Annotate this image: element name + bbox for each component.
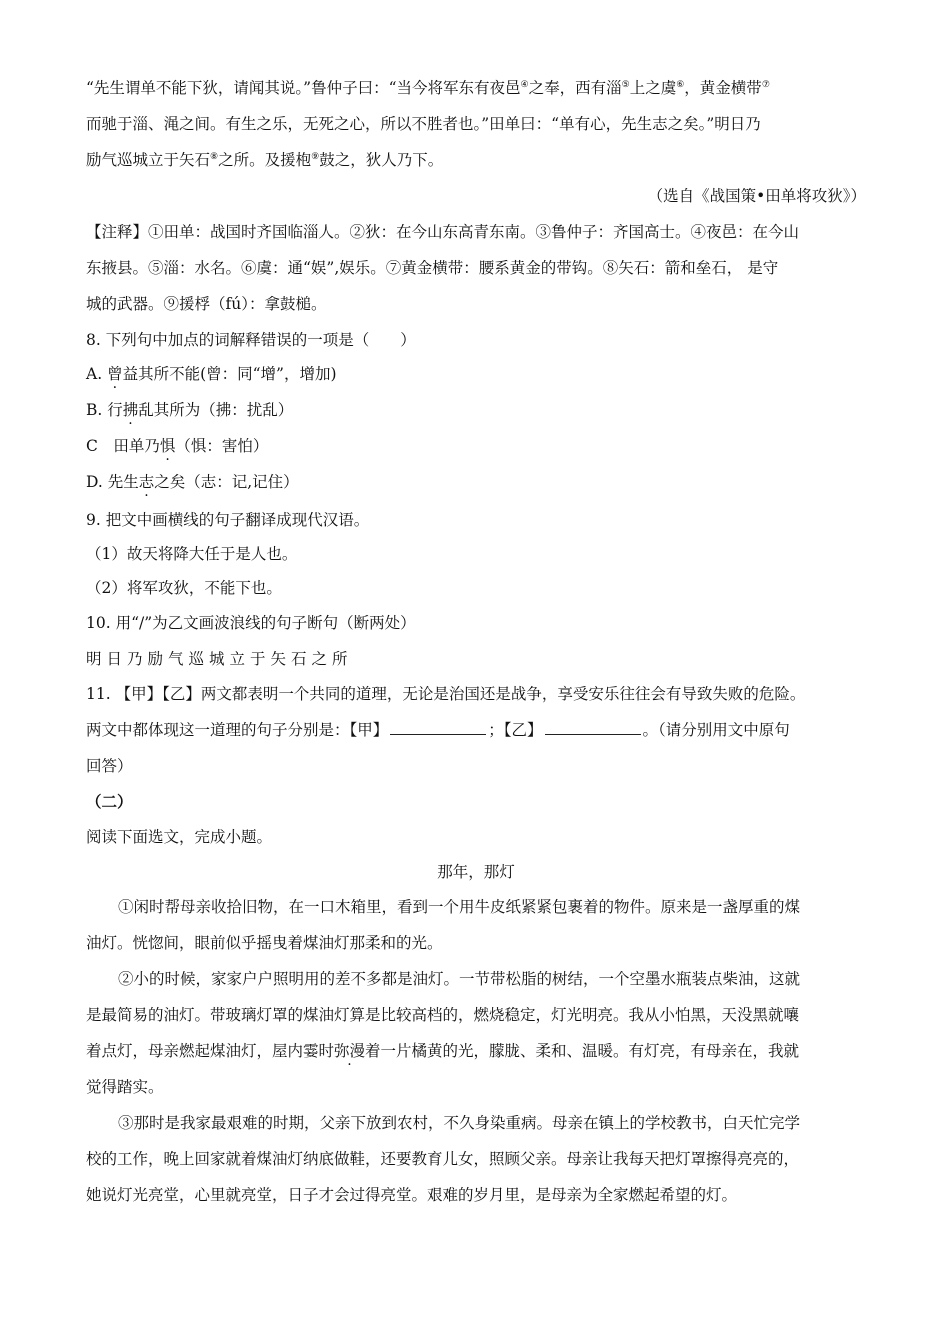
paragraph-3-line-1: ③那时是我家最艰难的时期，父亲下放到农村，不久身染重病。母亲在镇上的学校教书，白天忙完学 bbox=[118, 1114, 801, 1132]
paragraph-2-line-4: 觉得踏实。 bbox=[86, 1078, 164, 1096]
section-heading: （二） bbox=[86, 792, 133, 811]
option-a[interactable] bbox=[86, 362, 337, 386]
footnote-marker: ⑧ bbox=[210, 151, 219, 162]
option-text: 益其所不能(曾：同“增”，增加) bbox=[122, 365, 337, 383]
option-text: 之矣（志：记,记住） bbox=[154, 473, 299, 491]
dotted-word: 惧 bbox=[159, 437, 176, 455]
passage-line-1 bbox=[86, 76, 770, 100]
question-10-sentence: 明日乃励气巡城立于矢石之所 bbox=[86, 650, 353, 668]
paragraph-2-line-3 bbox=[86, 1039, 799, 1063]
option-text: （惧：害怕） bbox=[175, 437, 269, 455]
question-text: 两文中都体现这一道理的句子分别是：【甲】 bbox=[86, 721, 389, 739]
passage-text: 上之虞 bbox=[629, 79, 677, 97]
dotted-word: 曾 bbox=[107, 365, 123, 383]
footnote-marker: ⑤ bbox=[621, 79, 630, 90]
footnote-marker: ⑦ bbox=[761, 79, 770, 90]
passage-text: 励气巡城立于矢石 bbox=[86, 151, 211, 169]
question-text: 。（请分别用文中原句 bbox=[642, 721, 790, 739]
option-label: D. 先生 bbox=[86, 473, 139, 491]
passage-text: “先生谓单不能下狄，请闻其说。”鲁仲子曰：“当今将军东有夜邑 bbox=[86, 79, 521, 97]
passage-text: 之所。及援枹 bbox=[218, 151, 312, 169]
dotted-word: 弥漫 bbox=[334, 1042, 366, 1060]
paragraph-1-line-2: 油灯。恍惚间，眼前似乎摇曳着煤油灯那柔和的光。 bbox=[86, 934, 443, 952]
option-d[interactable] bbox=[86, 470, 299, 494]
answer-blank-jia[interactable] bbox=[390, 720, 486, 735]
dotted-word: 拂 bbox=[122, 401, 139, 419]
answer-blank-yi[interactable] bbox=[545, 720, 641, 735]
passage-text: 之奉，西有淄 bbox=[528, 79, 622, 97]
question-8: 8. 下列句中加点的词解释错误的一项是（ ） bbox=[86, 331, 416, 349]
option-text: 乱其所为（拂：扰乱） bbox=[138, 401, 294, 419]
dotted-word: 志 bbox=[138, 473, 155, 491]
option-label: B. 行 bbox=[86, 401, 123, 419]
question-9-1: （1）故天将降大任于是人也。 bbox=[86, 545, 298, 563]
footnote-marker: ④ bbox=[520, 79, 529, 90]
question-11-line-3: 回答） bbox=[86, 757, 133, 775]
option-b[interactable] bbox=[86, 398, 293, 422]
question-9: 9. 把文中画横线的句子翻译成现代汉语。 bbox=[86, 511, 370, 529]
paragraph-3-line-3: 她说灯光亮堂，心里就亮堂，日子才会过得亮堂。艰难的岁月里，是母亲为全家燃起希望的灯。 bbox=[86, 1186, 738, 1204]
question-11-line-1: 11. 【甲】【乙】两文都表明一个共同的道理，无论是治国还是战争，享受安乐往往会有导致失败的危险。 bbox=[86, 685, 806, 703]
section-instruction: 阅读下面选文，完成小题。 bbox=[86, 828, 273, 846]
notes-line-2: 东掖县。⑤淄：水名。⑥虞：通“娱”,娱乐。⑦黄金横带：腰系黄金的带钩。⑧矢石：箭和垒石， 是守 bbox=[86, 259, 779, 277]
option-c[interactable] bbox=[86, 434, 268, 458]
source-citation: （选自《战国策•田单将攻狄》） bbox=[647, 187, 866, 205]
question-11-line-2 bbox=[86, 718, 790, 742]
paragraph-text: 着一片橘黄的光，朦胧、柔和、温暖。有灯亮，有母亲在，我就 bbox=[365, 1042, 800, 1060]
passage-line-2: 而驰于淄、渑之间。有生之乐，无死之心，所以不胜者也。”田单曰：“单有心，先生志之矣。”明日乃 bbox=[86, 115, 761, 133]
question-text: ；【乙】 bbox=[488, 721, 543, 739]
passage-text: 鼓之，狄人乃下。 bbox=[319, 151, 444, 169]
paragraph-text: 着点灯，母亲燃起煤油灯，屋内霎时 bbox=[86, 1042, 335, 1060]
paragraph-2-line-1: ②小的时候，家家户户照明用的差不多都是油灯。一节带松脂的树结，一个空墨水瓶装点柴油，这就 bbox=[118, 970, 801, 988]
question-9-2: （2）将军攻狄，不能下也。 bbox=[86, 579, 282, 597]
option-label: C 田单乃 bbox=[86, 437, 160, 455]
question-10: 10. 用“/”为乙文画波浪线的句子断句（断两处） bbox=[86, 614, 416, 632]
paragraph-1-line-1: ①闲时帮母亲收拾旧物，在一口木箱里，看到一个用牛皮纸紧紧包裹着的物件。原来是一盏厚重的煤 bbox=[118, 898, 801, 916]
paragraph-3-line-2: 校的工作，晚上回家就着煤油灯纳底做鞋，还要教育儿女，照顾父亲。母亲让我每天把灯罩擦得亮亮的， bbox=[86, 1150, 800, 1168]
article-title: 那年，那灯 bbox=[437, 863, 515, 881]
passage-line-3 bbox=[86, 148, 443, 172]
option-label: A. bbox=[86, 365, 108, 383]
notes-line-3: 城的武器。⑨援桴（fú）：拿鼓槌。 bbox=[86, 295, 327, 313]
passage-text: ，黄金横带 bbox=[684, 79, 762, 97]
footnote-marker: ⑥ bbox=[676, 79, 685, 90]
footnote-marker: ⑨ bbox=[311, 151, 320, 162]
notes-line-1: 【注释】①田单：战国时齐国临淄人。②狄：在今山东高青东南。③鲁仲子：齐国高士。④夜邑：在今山 bbox=[86, 223, 800, 241]
paragraph-2-line-2: 是最简易的油灯。带玻璃灯罩的煤油灯算是比较高档的，燃烧稳定，灯光明亮。我从小怕黑，天没黑就嚷 bbox=[86, 1006, 800, 1024]
